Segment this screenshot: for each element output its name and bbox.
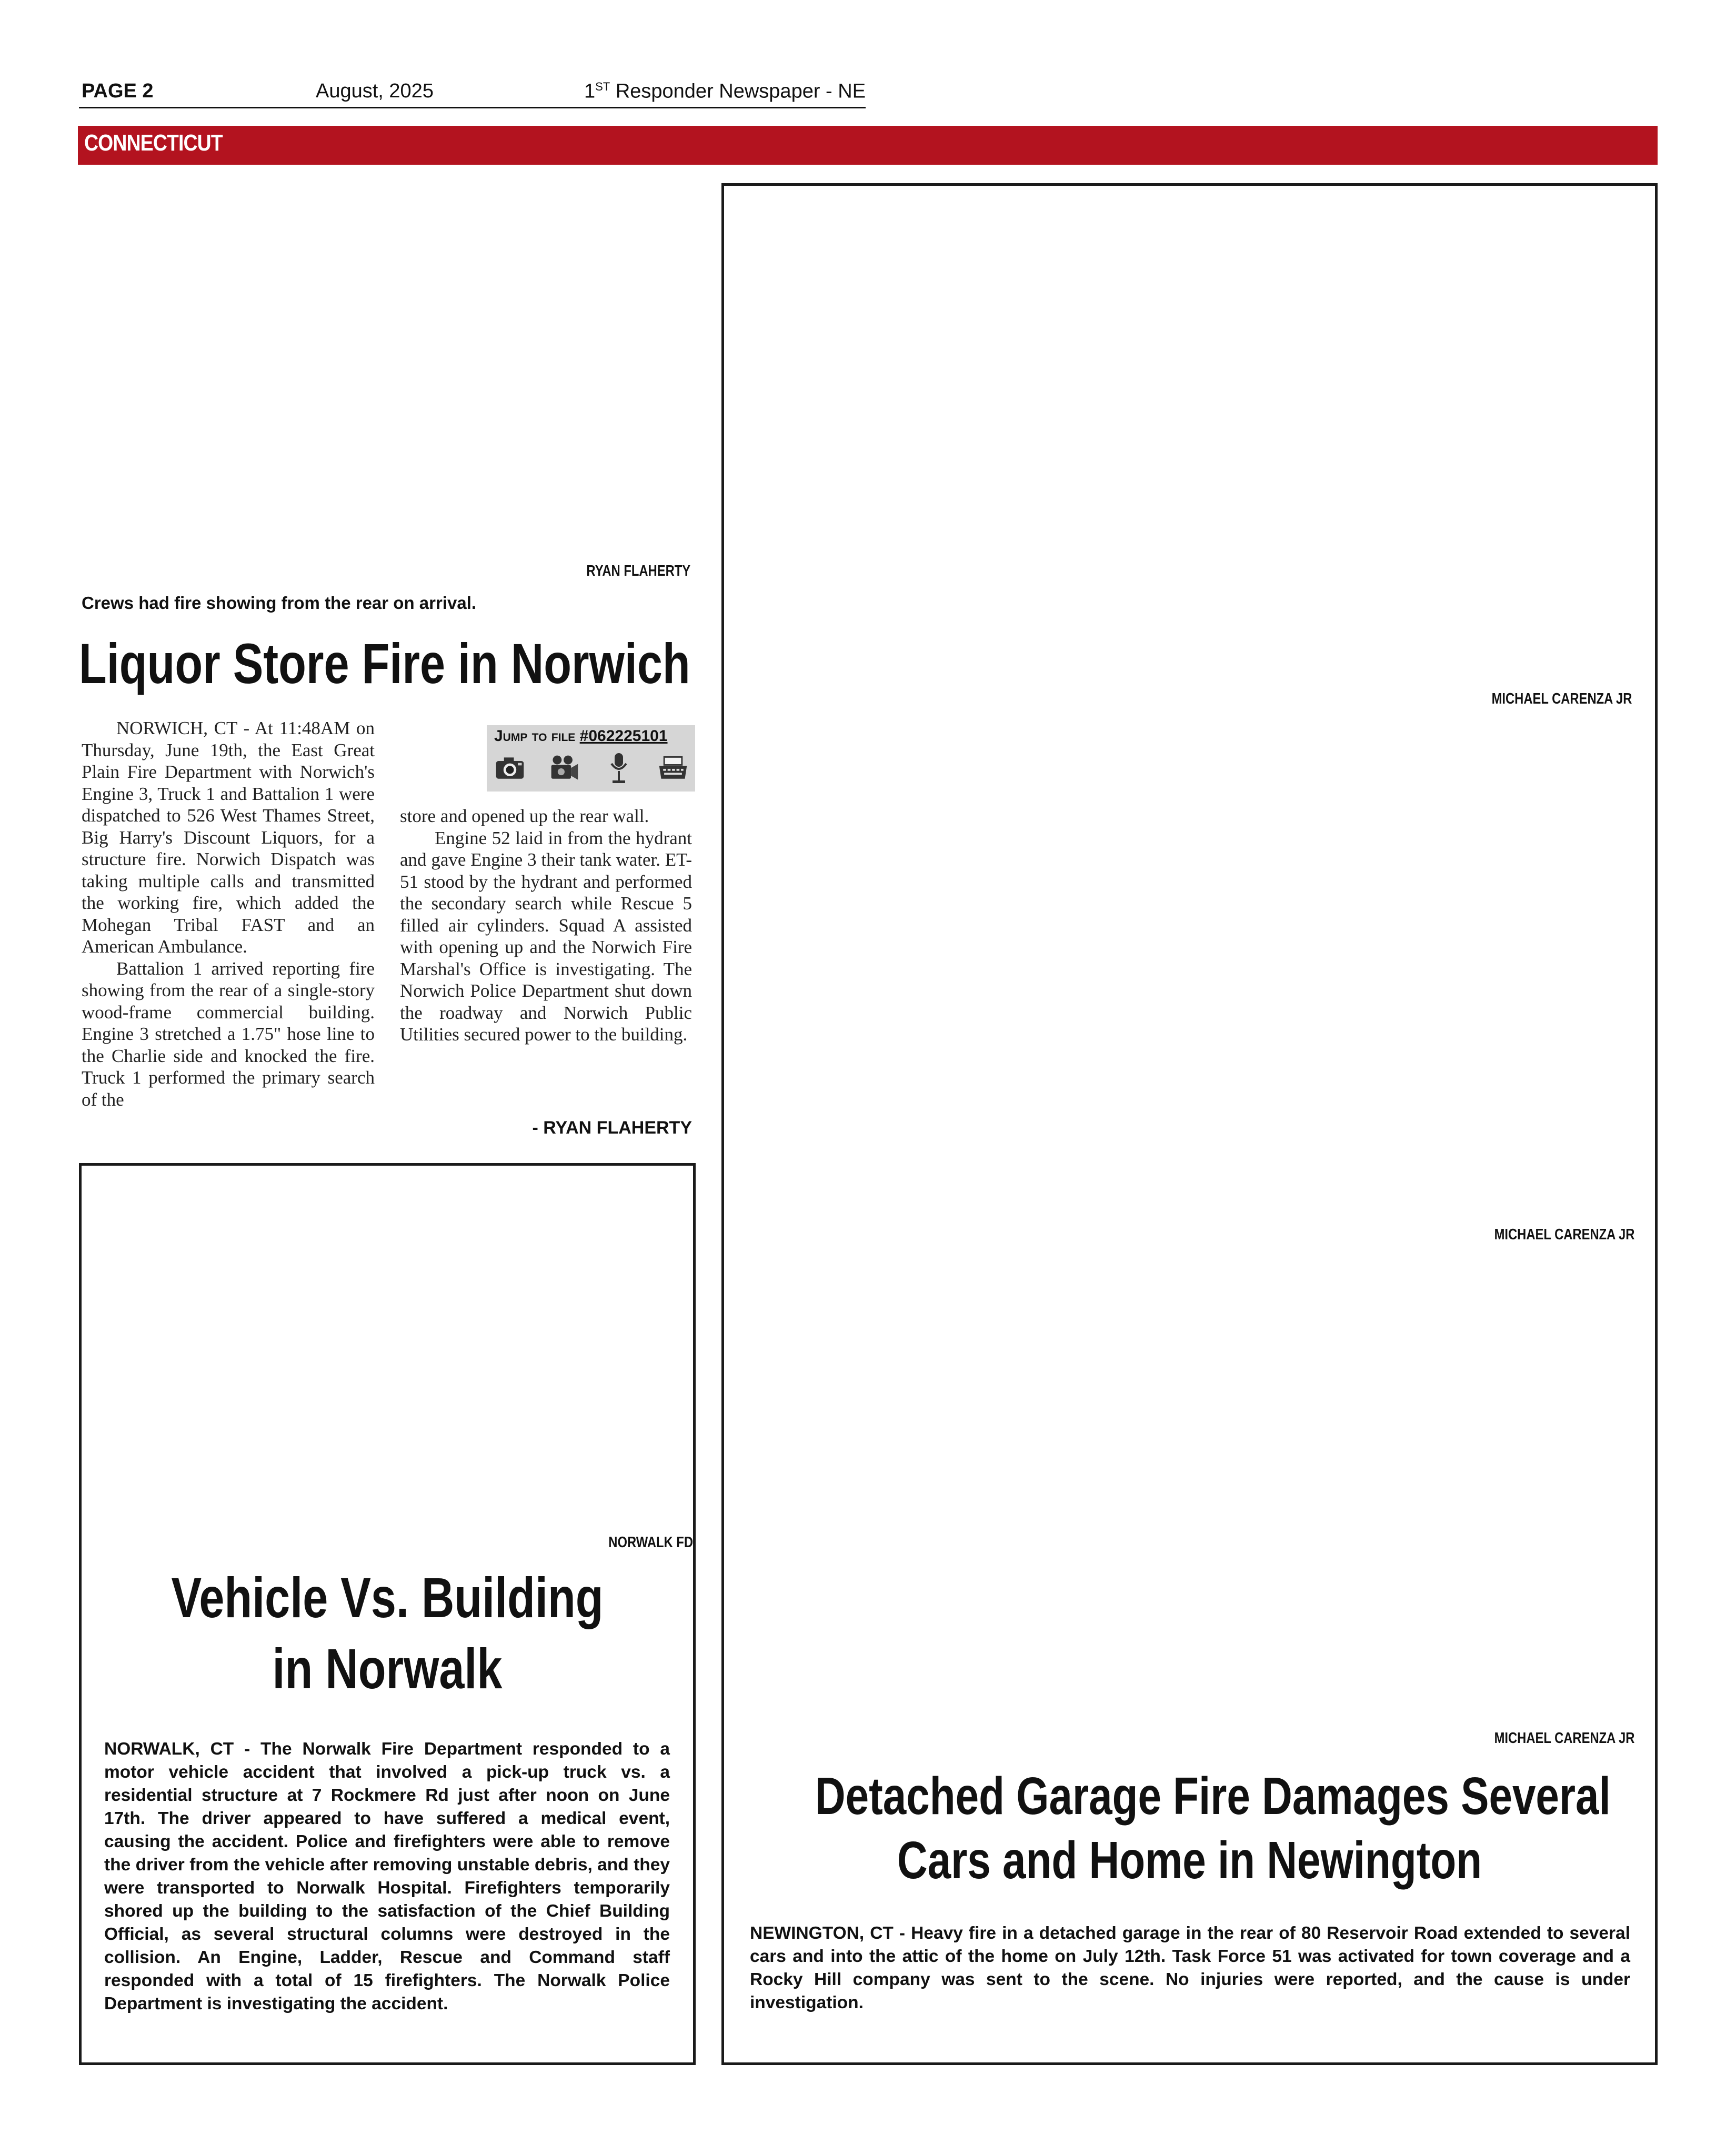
issue-date: August, 2025 — [316, 80, 434, 102]
camera-icon[interactable] — [494, 752, 526, 785]
norwich-column-2 — [400, 805, 692, 1046]
norwich-byline: - RYAN FLAHERTY — [532, 1118, 692, 1138]
norwalk-body: NORWALK, CT - The Norwalk Fire Department responded to a motor vehicle accident that involved a pick-up truck vs. a residential structure at 7 Rockmere Rd just after noon on June 17th. The driver appeared to have suffered a medical event, causing the accident. Police and firefighters were able to remove the driver from the vehicle after removing unstable debris, and they were transported to Norwalk Hospital. Firefighters temporarily shored up the building to the satisfaction of the Chief Building Official, as several structural columns were destroyed in the collision. An Engine, Ladder, Rescue and Command staff responded with a total of 15 firefighters. The Norwalk Police Department is investigating the accident. — [104, 1739, 670, 2013]
publication-rest: Responder Newspaper - NE — [610, 80, 866, 103]
norwich-headline: Liquor Store Fire in Norwich — [79, 632, 690, 695]
newington-body: NEWINGTON, CT - Heavy fire in a detached garage in the rear of 80 Reservoir Road extended to several cars and into the attic of the home on July 12th. Task Force 51 was activated for town coverage and a Rocky Hill company was sent to the scene. No injuries were reported, and the cause is under investigation. — [750, 1923, 1630, 2012]
publication-sup: ST — [595, 80, 610, 93]
publication-prefix: 1 — [584, 80, 596, 103]
publication-name — [584, 80, 866, 103]
video-camera-icon[interactable] — [548, 752, 580, 785]
norwalk-photo-credit: NORWALK FD — [608, 1534, 693, 1551]
norwalk-headline-line1: Vehicle Vs. Building — [171, 1566, 604, 1629]
norwich-photo-credit: RYAN FLAHERTY — [586, 563, 690, 579]
norwich-paragraph: Engine 52 laid in from the hydrant and gave Engine 3 their tank water. ET-51 stood by the hydrant and performed the secondary search while Rescue 5 filled air cylinders. Squad A assisted with opening up and the Norwich Fire Marshal's Office is investigating. The Norwich Police Department shut down the roadway and Norwich Public Utilities secured power to the building. — [400, 827, 692, 1045]
norwich-paragraph: Battalion 1 arrived reporting fire showing from the rear of a single-story wood-frame commercial building. Engine 3 stretched a 1.75" hose line to the Charlie side and knocked the fire. Truck 1 performed the primary search of the — [82, 958, 375, 1110]
jump-to-file-label[interactable] — [494, 727, 668, 745]
typewriter-icon[interactable] — [657, 752, 689, 785]
header-rule — [79, 107, 866, 108]
norwich-photo-caption: Crews had fire showing from the rear on arrival. — [82, 593, 477, 613]
norwich-paragraph: NORWICH, CT - At 11:48AM on Thursday, June 19th, the East Great Plain Fire Department with Norwich's Engine 3, Truck 1 and Battalion 1 were dispatched to 526 West Thames Street, Big Harry's Discount Liquors, for a structure fire. Norwich Dispatch was taking multiple calls and transmitted the working fire, which added the Mohegan Tribal FAST and an American Ambulance. — [82, 718, 375, 957]
jump-to-file-box[interactable] — [487, 725, 695, 792]
newington-photo-credit-3: MICHAEL CARENZA JR — [1494, 1730, 1634, 1747]
jump-file-number[interactable]: #062225101 — [579, 727, 668, 745]
norwich-paragraph: store and opened up the rear wall. — [400, 806, 649, 826]
page-number: PAGE 2 — [82, 80, 154, 102]
section-banner — [78, 126, 1658, 165]
newington-headline — [815, 1764, 1611, 1892]
newington-photo-credit-1: MICHAEL CARENZA JR — [1491, 690, 1632, 707]
newington-headline-line2: Cars and Home in Newington — [897, 1831, 1482, 1890]
newington-photo-credit-2: MICHAEL CARENZA JR — [1494, 1226, 1634, 1243]
section-label: CONNECTICUT — [84, 130, 223, 156]
microphone-icon[interactable] — [603, 752, 635, 785]
norwalk-headline — [141, 1562, 634, 1704]
newington-headline-line1: Detached Garage Fire Damages Several — [815, 1767, 1611, 1826]
norwalk-headline-line2: in Norwalk — [272, 1637, 503, 1700]
jump-label-text: Jump to file — [494, 727, 576, 745]
jump-media-icons — [494, 752, 689, 785]
norwich-column-1 — [82, 717, 375, 1110]
